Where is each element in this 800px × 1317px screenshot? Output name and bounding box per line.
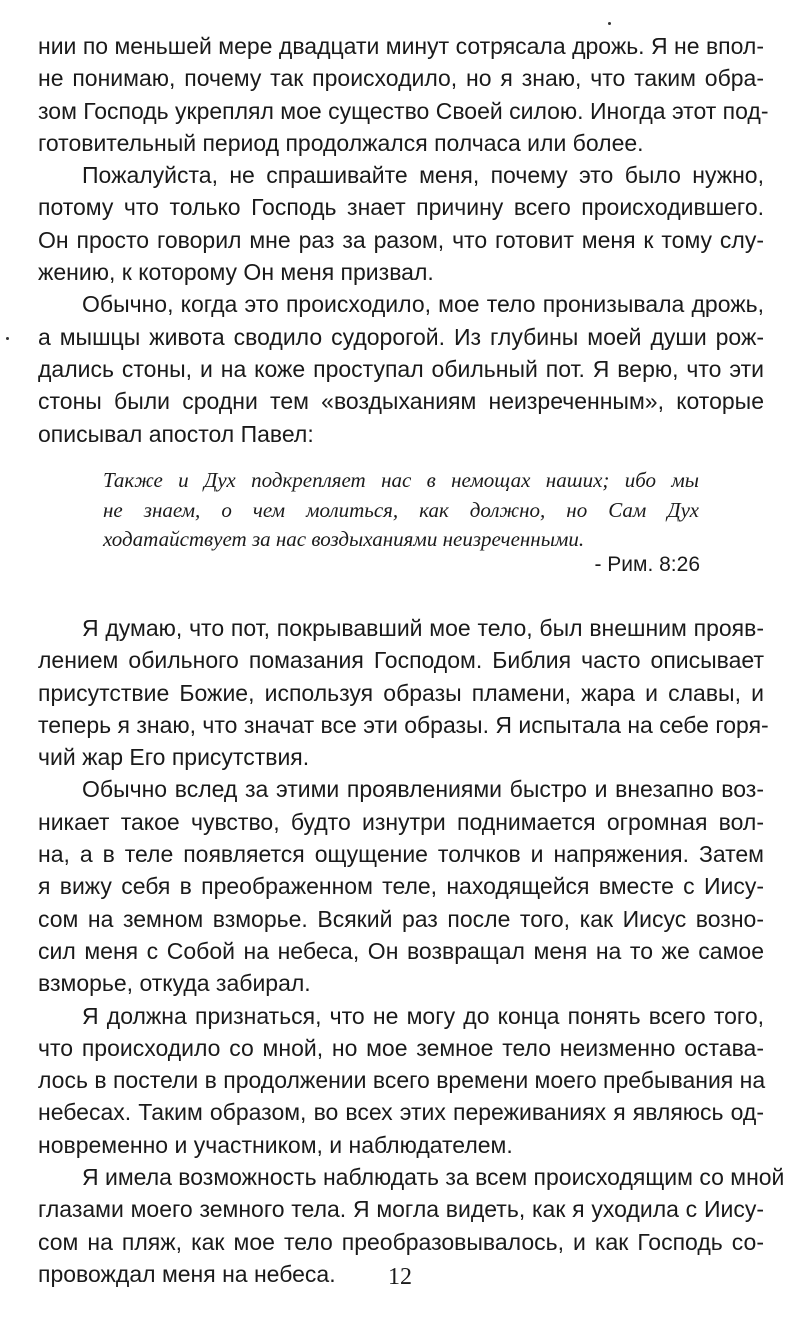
text-line: Я должна признаться, что не могу до конца понять всего того, (82, 1002, 764, 1029)
quote-line: ходатайствует за нас воздыханиями неизреченными. (103, 527, 585, 551)
text-line: на, а в теле появляется ощущение толчков и напряжения. Затем (38, 841, 764, 868)
text-line: не понимаю, почему так происходило, но я знаю, что таким обра- (38, 65, 764, 92)
text-line: стоны были сродни тем «воздыханиям неизреченным», которые (38, 388, 764, 415)
print-speck (6, 337, 9, 340)
text-line: сил меня с Собой на небеса, Он возвращал меня на то же самое (38, 937, 764, 964)
body-text-top (38, 30, 769, 450)
text-line: лением обильного помазания Господом. Библия часто описывает (38, 647, 764, 674)
text-line: Он просто говорил мне раз за разом, что готовит меня к тому слу- (38, 226, 764, 253)
text-line: Обычно вслед за этими проявлениями быстро и внезапно воз- (82, 776, 764, 803)
text-line: небесах. Таким образом, во всех этих переживаниях я являюсь од- (38, 1099, 764, 1126)
text-line: я вижу себя в преображенном теле, находящейся вместе с Иису- (38, 873, 764, 900)
text-line: сом на земном взморье. Всякий раз после того, как Иисус возно- (38, 905, 764, 932)
scripture-quote (103, 466, 699, 555)
text-line: новременно и участником, и наблюдателем. (38, 1131, 513, 1158)
text-line: взморье, откуда забирал. (38, 970, 311, 997)
page-number: 12 (388, 1264, 412, 1290)
text-line: потому что только Господь знает причину всего происходившего. (38, 194, 764, 221)
quote-line: не знаем, о чем молиться, как должно, но Сам Дух (103, 497, 699, 522)
text-line: Пожалуйста, не спрашивайте меня, почему это было нужно, (82, 162, 764, 189)
paragraph-3 (38, 288, 764, 449)
text-line: жению, к которому Он меня призвал. (38, 259, 434, 286)
text-line: что происходило со мной, но мое земное тело неизменно остава- (38, 1034, 764, 1061)
text-line: теперь я знаю, что значат все эти образы. Я испытала на себе горя- (38, 711, 769, 738)
text-line: Я думаю, что пот, покрывавший мое тело, был внешним прояв- (82, 615, 764, 641)
text-line: Я имела возможность наблюдать за всем происходящим со мной (82, 1164, 785, 1191)
text-line: глазами моего земного тела. Я могла видеть, как я уходила с Иису- (38, 1196, 764, 1223)
text-line: готовительный период продолжался полчаса или более. (38, 129, 644, 156)
print-speck (608, 22, 611, 25)
paragraph-5 (38, 773, 764, 999)
paragraph-1 (38, 30, 769, 159)
text-line: сом на пляж, как мое тело преобразовывалось, и как Господь со- (38, 1228, 764, 1255)
text-line: зом Господь укреплял мое существо Своей силою. Иногда этот под- (38, 97, 769, 124)
quote-line: Также и Дух подкрепляет нас в немощах наших; ибо мы (103, 468, 699, 492)
paragraph-6 (38, 1000, 764, 1161)
text-line: присутствие Божие, используя образы пламени, жара и славы, и (38, 679, 764, 706)
text-line: чий жар Его присутствия. (38, 744, 310, 771)
paragraph-2 (38, 159, 764, 288)
text-line: провождал меня на небеса. (38, 1260, 336, 1287)
text-line: дались стоны, и на коже проступал обильный пот. Я верю, что эти (38, 355, 764, 382)
body-text-bottom (38, 612, 785, 1290)
text-line: а мышцы живота сводило судорогой. Из глубины моей души рож- (38, 323, 764, 350)
paragraph-4 (38, 612, 769, 773)
quote-reference: - Рим. 8:26 (594, 553, 700, 576)
text-line: нии по меньшей мере двадцати минут сотрясала дрожь. Я не впол- (38, 33, 764, 59)
text-line: лось в постели в продолжении всего времени моего пребывания на (38, 1067, 766, 1094)
text-line: описывал апостол Павел: (38, 420, 314, 447)
text-line: никает такое чувство, будто изнутри поднимается огромная вол- (38, 808, 764, 835)
text-line: Обычно, когда это происходило, мое тело пронизывала дрожь, (82, 291, 764, 318)
